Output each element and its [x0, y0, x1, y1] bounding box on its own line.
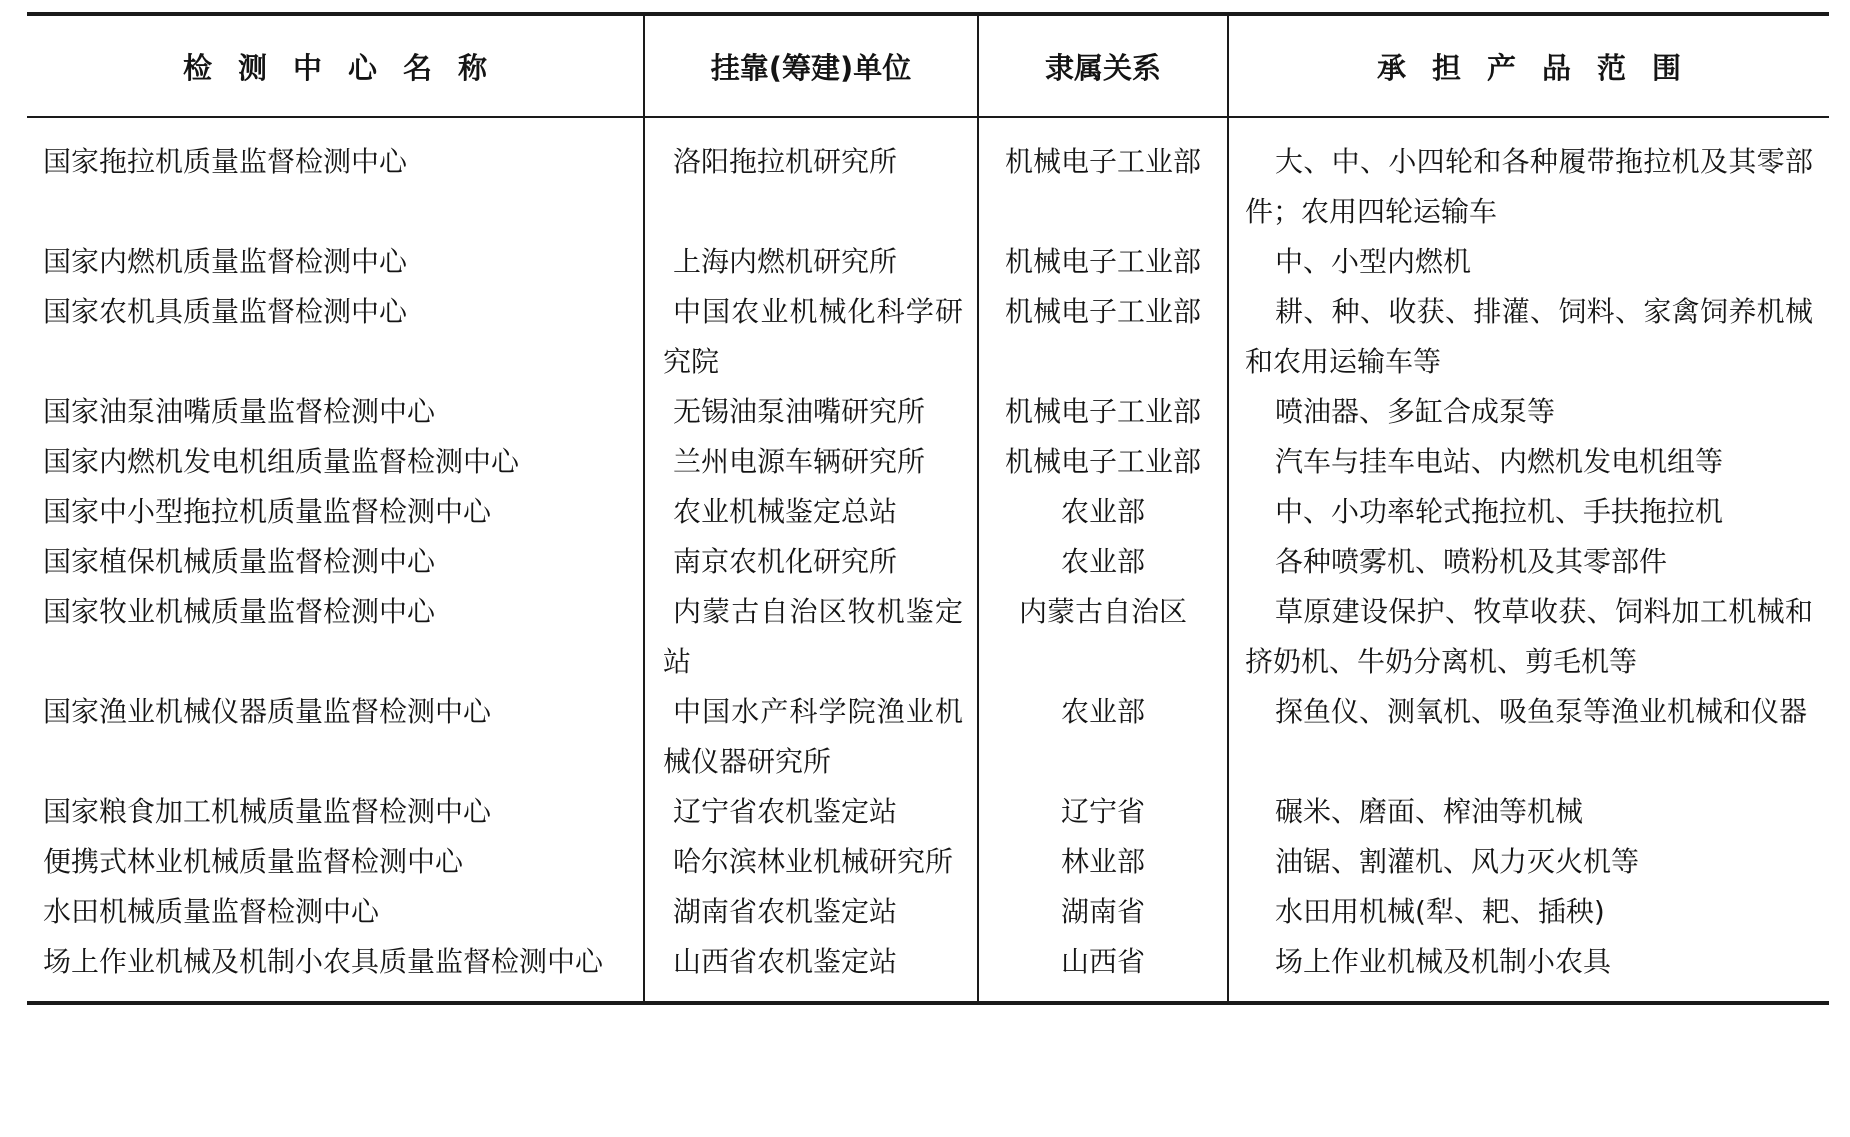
center-name-cell: 国家植保机械质量监督检测中心: [43, 545, 436, 578]
table-row: [27, 487, 1829, 537]
center-name-cell: 水田机械质量监督检测中心: [43, 895, 380, 928]
host-unit-cell: 无锡油泵油嘴研究所: [644, 387, 978, 437]
affiliation-cell: 机械电子工业部: [978, 237, 1228, 287]
table-row: [27, 537, 1829, 587]
affiliation-cell: 山西省: [978, 937, 1228, 1003]
document-page: [27, 12, 1829, 1005]
center-name-cell: 国家内燃机发电机组质量监督检测中心: [43, 445, 520, 478]
product-scope-cell: 中、小功率轮式拖拉机、手扶拖拉机: [1228, 487, 1829, 537]
affiliation-cell: 农业部: [978, 687, 1228, 787]
table-row: [27, 287, 1829, 387]
host-unit-cell: 哈尔滨林业机械研究所: [644, 837, 978, 887]
table-row: [27, 387, 1829, 437]
product-scope-cell: 汽车与挂车电站、内燃机发电机组等: [1228, 437, 1829, 487]
affiliation-cell: 辽宁省: [978, 787, 1228, 837]
center-name-cell: 国家中小型拖拉机质量监督检测中心: [43, 495, 492, 528]
host-unit-cell: 湖南省农机鉴定站: [644, 887, 978, 937]
product-scope-cell: 大、中、小四轮和各种履带拖拉机及其零部件；农用四轮运输车: [1228, 117, 1829, 237]
host-unit-cell: 山西省农机鉴定站: [644, 937, 978, 1003]
table-row: [27, 687, 1829, 787]
center-name-cell: 国家粮食加工机械质量监督检测中心: [43, 795, 492, 828]
center-name-cell: 场上作业机械及机制小农具质量监督检测中心: [27, 937, 644, 1003]
center-name-cell: 国家渔业机械仪器质量监督检测中心: [43, 695, 492, 728]
center-name-cell: 国家内燃机质量监督检测中心: [43, 245, 408, 278]
product-scope-cell: 耕、种、收获、排灌、饲料、家禽饲养机械和农用运输车等: [1228, 287, 1829, 387]
host-unit-cell: 南京农机化研究所: [644, 537, 978, 587]
host-unit-cell: 辽宁省农机鉴定站: [644, 787, 978, 837]
center-name-cell: 便携式林业机械质量监督检测中心: [43, 845, 464, 878]
host-unit-cell: 洛阳拖拉机研究所: [644, 117, 978, 237]
affiliation-cell: 农业部: [978, 537, 1228, 587]
host-unit-cell: 农业机械鉴定总站: [644, 487, 978, 537]
product-scope-cell: 水田用机械(犁、耙、插秧): [1228, 887, 1829, 937]
table-row: [27, 117, 1829, 237]
center-name-cell: 国家油泵油嘴质量监督检测中心: [43, 395, 436, 428]
affiliation-cell: 内蒙古自治区: [978, 587, 1228, 687]
table-row: [27, 887, 1829, 937]
product-scope-cell: 探鱼仪、测氧机、吸鱼泵等渔业机械和仪器: [1228, 687, 1829, 787]
center-name-cell: 国家拖拉机质量监督检测中心: [43, 145, 408, 178]
product-scope-cell: 碾米、磨面、榨油等机械: [1228, 787, 1829, 837]
product-scope-cell: 场上作业机械及机制小农具: [1228, 937, 1829, 1003]
product-scope-cell: 油锯、割灌机、风力灭火机等: [1228, 837, 1829, 887]
host-unit-cell: 中国水产科学院渔业机械仪器研究所: [644, 687, 978, 787]
table-row: [27, 937, 1829, 1003]
affiliation-cell: 机械电子工业部: [978, 387, 1228, 437]
table-header: [27, 14, 1829, 117]
host-unit-cell: 兰州电源车辆研究所: [644, 437, 978, 487]
table-row: [27, 237, 1829, 287]
product-scope-cell: 喷油器、多缸合成泵等: [1228, 387, 1829, 437]
header-center-name: 检测中心名称: [27, 14, 644, 117]
center-name-cell: 国家农机具质量监督检测中心: [43, 295, 408, 328]
table-row: [27, 437, 1829, 487]
affiliation-cell: 机械电子工业部: [978, 437, 1228, 487]
affiliation-cell: 湖南省: [978, 887, 1228, 937]
host-unit-cell: 中国农业机械化科学研究院: [644, 287, 978, 387]
testing-centers-table: [27, 12, 1829, 1005]
table-row: [27, 587, 1829, 687]
host-unit-cell: 内蒙古自治区牧机鉴定站: [644, 587, 978, 687]
affiliation-cell: 农业部: [978, 487, 1228, 537]
product-scope-cell: 各种喷雾机、喷粉机及其零部件: [1228, 537, 1829, 587]
center-name-cell: 国家牧业机械质量监督检测中心: [43, 595, 436, 628]
header-host-unit: 挂靠(筹建)单位: [644, 14, 978, 117]
table-row: [27, 837, 1829, 887]
table-row: [27, 787, 1829, 837]
affiliation-cell: 机械电子工业部: [978, 287, 1228, 387]
product-scope-cell: 中、小型内燃机: [1228, 237, 1829, 287]
host-unit-cell: 上海内燃机研究所: [644, 237, 978, 287]
affiliation-cell: 机械电子工业部: [978, 117, 1228, 237]
product-scope-cell: 草原建设保护、牧草收获、饲料加工机械和挤奶机、牛奶分离机、剪毛机等: [1228, 587, 1829, 687]
table-body: [27, 117, 1829, 1003]
header-product-scope: 承担产品范围: [1228, 14, 1829, 117]
header-affiliation: 隶属关系: [978, 14, 1228, 117]
affiliation-cell: 林业部: [978, 837, 1228, 887]
